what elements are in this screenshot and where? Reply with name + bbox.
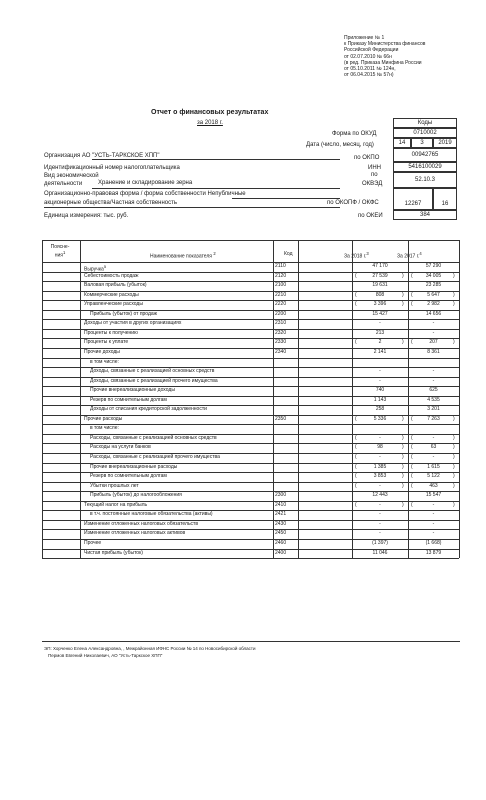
paren-open: (	[411, 501, 413, 508]
row-value-current: -	[379, 320, 381, 327]
row-code: 2200	[275, 310, 287, 317]
paren-close: )	[453, 501, 455, 508]
row-value-previous: -	[432, 377, 435, 384]
table-row-line	[42, 434, 459, 435]
row-name: Управленческие расходы	[84, 301, 143, 308]
paren-close: )	[402, 473, 404, 480]
table-row	[0, 348, 486, 358]
table-row	[0, 510, 486, 520]
row-value-current: 740	[375, 387, 385, 394]
table-column-line	[459, 240, 460, 558]
table-row	[0, 549, 486, 559]
paren-close: )	[402, 482, 404, 489]
row-value-previous: 34 005	[425, 272, 442, 279]
paren-open: (	[355, 272, 357, 279]
org-label: Организация АО "УСТЬ-ТАРКСКОЕ ХПП"	[44, 153, 160, 159]
table-row	[0, 453, 486, 463]
row-value-previous: 4 535	[427, 396, 440, 403]
paren-open: (	[355, 434, 357, 441]
row-value-current: 1 385	[373, 463, 387, 470]
table-row-line	[42, 529, 459, 530]
table-row-line	[42, 300, 459, 301]
paren-open: (	[355, 454, 357, 460]
row-value-previous: 14 656	[425, 310, 442, 317]
paren-close: )	[402, 339, 404, 346]
row-value-previous: 625	[429, 387, 438, 394]
paren-close: )	[402, 415, 404, 422]
row-name: Убытки прошлых лет	[90, 482, 139, 489]
row-name: Расходы, связанные с реализацией прочего имущества	[90, 454, 220, 460]
footer-separator	[42, 641, 460, 642]
paren-open: (	[355, 463, 357, 470]
okved-label: ОКВЭД	[362, 181, 383, 187]
form-okud-label: Форма по ОКУД	[332, 131, 377, 137]
table-row	[0, 367, 486, 377]
activity-label-1: Вид экономической	[44, 173, 99, 179]
table-row	[0, 358, 486, 368]
row-value-current: -	[379, 368, 381, 375]
row-value-previous: 63	[430, 444, 437, 451]
inn-label: ИНН	[368, 165, 381, 171]
paren-close: )	[453, 454, 455, 460]
paren-close: )	[453, 339, 455, 346]
row-name: Прибыль (убыток) до налогообложения	[90, 492, 182, 499]
row-value-previous: 463	[429, 482, 438, 489]
row-code: 2340	[275, 348, 287, 355]
date-year: 2019	[433, 138, 457, 148]
table-row-line	[42, 281, 459, 282]
table-row	[0, 300, 486, 310]
row-value-current: 2 141	[373, 348, 387, 355]
okopf-value: 12267	[393, 188, 433, 210]
row-value-current: 3 396	[373, 301, 387, 308]
row-name: Коммерческие расходы	[84, 291, 139, 298]
row-name: Проценты к получению	[84, 329, 138, 336]
table-row	[0, 291, 486, 301]
row-value-previous: -	[432, 368, 435, 375]
paren-open: (	[411, 301, 413, 308]
table-row-line	[42, 443, 459, 444]
paren-open: (	[355, 291, 357, 298]
row-name: Расходы, связанные с реализацией основных средств	[90, 434, 217, 441]
table-row-line	[42, 367, 459, 368]
table-row-line	[42, 405, 459, 406]
row-name: Текущий налог на прибыль	[84, 501, 148, 508]
row-name: Доходы, связанные с реализацией основных средств	[90, 368, 215, 375]
row-value-current: 98	[377, 444, 383, 451]
row-name: Чистая прибыль (убыток)	[84, 549, 143, 556]
row-name: Выручка$^5$	[84, 264, 107, 273]
table-row	[0, 262, 486, 272]
paren-open: (	[355, 415, 357, 422]
paren-open: (	[355, 482, 357, 489]
table-row	[0, 501, 486, 511]
row-code: 2110	[275, 263, 286, 269]
row-value-previous: -	[432, 530, 435, 537]
row-value-current: 11 046	[372, 549, 388, 556]
header-name: Наименование показателя $^2$	[150, 251, 216, 260]
row-code: 2210	[275, 291, 287, 298]
row-value-previous: 57 290	[425, 263, 442, 269]
report-title: Отчет о финансовых результатах	[151, 109, 269, 116]
paren-close: )	[453, 434, 455, 441]
table-row-line	[42, 549, 459, 550]
table-row	[0, 377, 486, 387]
table-row	[0, 338, 486, 348]
paren-close: )	[402, 301, 404, 308]
table-row	[0, 272, 486, 282]
table-row-line	[42, 501, 459, 502]
activity-underline	[92, 188, 340, 189]
row-value-previous: 5 122	[427, 473, 440, 480]
header-note: Поясне-ния$^1$	[50, 244, 70, 259]
appendix-line: от 06.04.2015 № 57н)	[344, 72, 394, 79]
row-code: 2220	[275, 301, 287, 308]
table-row-line	[42, 377, 459, 378]
row-code: 2320	[275, 329, 287, 336]
row-name: Прибыль (убыток) от продаж	[90, 310, 158, 317]
okei-value: 384	[393, 210, 457, 220]
table-row-line	[42, 491, 459, 492]
row-value-current: 2	[378, 339, 382, 346]
row-code: 2310	[275, 320, 287, 327]
table-row-line	[42, 463, 459, 464]
row-name: Резерв по сомнительным долгам	[90, 473, 167, 480]
row-name: Резерв по сомнительным долгам	[90, 396, 167, 403]
row-name: Расходы на услуги банков	[90, 444, 151, 451]
row-name: Прочие доходы	[84, 348, 120, 355]
table-row-line	[42, 472, 459, 473]
paren-close: )	[402, 272, 404, 279]
table-row-line	[42, 539, 459, 540]
okved-value: 52.10.3	[393, 172, 457, 188]
table-row	[0, 415, 486, 425]
row-name: Изменение отложенных налоговых обязательств	[84, 520, 199, 527]
paren-close: )	[402, 454, 404, 460]
table-row	[0, 310, 486, 320]
table-row-line	[42, 338, 459, 339]
row-value-previous: 23 285	[425, 282, 442, 289]
row-value-current: 1 143	[373, 396, 387, 403]
table-row	[0, 539, 486, 549]
table-row-line	[42, 386, 459, 387]
table-row-line	[42, 329, 459, 330]
table-row-line	[42, 510, 459, 511]
okopf-label: по ОКОПФ / ОКФС	[327, 200, 379, 206]
table-row	[0, 443, 486, 453]
table-row-line	[42, 453, 459, 454]
row-value-previous: 5 647	[427, 291, 440, 298]
row-value-previous: (1 668)	[425, 539, 442, 546]
row-code: 2410	[275, 501, 287, 508]
table-row	[0, 472, 486, 482]
legal-form-line1: Организационно-правовая форма / форма собственности Непубличные	[44, 191, 246, 197]
paren-close: )	[453, 463, 455, 470]
row-value-previous: 2 982	[427, 301, 440, 308]
row-value-current: -	[379, 511, 381, 518]
paren-close: )	[453, 301, 455, 308]
legal-form-underline	[232, 198, 340, 199]
row-value-current: 27 539	[372, 272, 388, 279]
row-name: Себестоимость продаж	[84, 272, 139, 279]
paren-open: (	[411, 434, 413, 441]
appendix-line: к Приказу Министерства финансов	[344, 41, 426, 48]
row-value-previous: -	[432, 320, 435, 327]
row-name: Прочее	[84, 539, 102, 546]
paren-open: (	[411, 272, 413, 279]
row-value-current: -	[379, 501, 381, 508]
row-code: 2460	[275, 539, 287, 546]
header-cur: За 2018 г.$^3$	[344, 251, 369, 260]
paren-close: )	[402, 501, 404, 508]
row-name: в том числе:	[90, 425, 119, 432]
row-name: в т.ч. постоянные налоговые обязательства (активы)	[90, 511, 213, 518]
row-name: Прочие внереализационные доходы	[90, 387, 175, 394]
row-value-previous: 13 879	[425, 549, 442, 556]
unit-label: Единица измерения: тыс. руб.	[44, 213, 129, 219]
table-header-border	[42, 262, 459, 263]
row-name: Проценты к уплате	[84, 339, 129, 346]
row-value-previous: 8 361	[427, 348, 440, 355]
appendix-block	[344, 35, 425, 78]
row-name: в том числе:	[90, 358, 119, 365]
table-top-border	[42, 240, 459, 241]
table-row	[0, 396, 486, 406]
row-value-previous: -	[432, 454, 435, 460]
form-okud-value: 0710002	[393, 128, 457, 138]
activity-label-2: деятельности	[44, 181, 83, 187]
row-value-current: -	[379, 520, 381, 527]
paren-open: (	[411, 339, 413, 346]
table-row	[0, 529, 486, 539]
header-code: Код	[284, 251, 293, 257]
date-label: Дата (число, месяц, год)	[306, 142, 374, 148]
table-row	[0, 463, 486, 473]
row-value-current: (1 397)	[372, 539, 388, 546]
footer-line1: ЭП: Хорченко Елена Александровна, , Межрайонная ИФНС России № 14 по Новосибирской области	[44, 646, 256, 651]
row-code: 2350	[275, 415, 287, 422]
row-value-current: -	[379, 434, 381, 441]
header-prev: За 2017 г.$^4$	[397, 251, 422, 260]
row-value-previous: 7 263	[427, 415, 440, 422]
appendix-line: Российской Федерации	[344, 47, 399, 54]
paren-open: (	[411, 463, 413, 470]
row-name: Доходы от участия в других организациях	[84, 320, 182, 327]
paren-close: )	[453, 444, 455, 451]
appendix-line: от 05.10.2011 № 124н,	[344, 66, 396, 73]
paren-close: )	[453, 473, 455, 480]
row-value-current: -	[379, 454, 381, 460]
row-name: Прочие внереализационные расходы	[90, 463, 178, 470]
paren-open: (	[411, 482, 413, 489]
table-row	[0, 520, 486, 530]
table-row-line	[42, 358, 459, 359]
okpo-value: 00942765	[393, 148, 457, 162]
row-value-current: -	[379, 482, 381, 489]
paren-close: )	[453, 272, 455, 279]
table-row-line	[42, 348, 459, 349]
inn-value: 5416100029	[393, 162, 457, 172]
okei-label: по ОКЕИ	[358, 213, 383, 219]
table-row-line	[42, 272, 459, 273]
paren-open: (	[355, 301, 357, 308]
table-row	[0, 424, 486, 434]
paren-open: (	[355, 501, 357, 508]
report-period: за 2018 г.	[197, 120, 223, 126]
row-name: Валовая прибыль (убыток)	[84, 282, 147, 289]
row-value-previous: -	[432, 501, 435, 508]
row-value-previous: 3 201	[427, 406, 440, 413]
paren-open: (	[355, 339, 357, 346]
codes-header: Коды	[393, 118, 457, 128]
paren-open: (	[355, 444, 357, 451]
table-row	[0, 482, 486, 492]
legal-form-line2: акционерные общества/Частная собственность	[44, 200, 178, 206]
row-code: 2300	[275, 492, 287, 499]
table-row-line	[42, 558, 459, 559]
table-row-line	[42, 482, 459, 483]
footer-line2: Пермов Евгений Николаевич, АО "Усть-Таркское ХПП"	[48, 653, 163, 658]
org-underline	[92, 159, 340, 160]
legal-form-underline-2	[44, 207, 340, 208]
table-row	[0, 405, 486, 415]
appendix-line: (в ред. Приказа Минфина России	[344, 59, 422, 66]
appendix-line: Приложение № 1	[344, 35, 385, 41]
row-name: Прочие расходы	[84, 415, 123, 422]
table-row-line	[42, 310, 459, 311]
row-value-previous: -	[432, 511, 435, 518]
row-name: Доходы, связанные с реализацией прочего имущества	[90, 377, 218, 384]
row-code: 2430	[275, 520, 287, 527]
row-value-current: 213	[375, 329, 385, 336]
org-name: АО "УСТЬ-ТАРКСКОЕ ХПП"	[81, 153, 160, 159]
row-value-previous: 15 547	[425, 492, 442, 499]
paren-open: (	[355, 473, 357, 480]
row-value-previous: 1 615	[427, 463, 440, 470]
row-code: 2330	[275, 339, 287, 346]
paren-open: (	[411, 415, 413, 422]
row-value-current: 3 853	[373, 473, 387, 480]
paren-open: (	[411, 444, 413, 451]
paren-close: )	[453, 482, 455, 489]
table-row-line	[42, 319, 459, 320]
row-value-current: 12 443	[372, 492, 388, 499]
row-value-current: -	[379, 377, 381, 384]
paren-close: )	[402, 463, 404, 470]
row-code: 2421	[275, 511, 287, 518]
row-value-current: 258	[375, 406, 385, 413]
row-value-previous: 207	[429, 339, 438, 346]
row-code: 2120	[275, 272, 287, 279]
table-row	[0, 386, 486, 396]
date-day: 14	[393, 138, 411, 148]
row-value-previous: -	[432, 520, 435, 527]
table-row-line	[42, 520, 459, 521]
okfs-value: 16	[433, 188, 457, 210]
table-row-line	[42, 396, 459, 397]
row-value-current: 808	[375, 291, 385, 298]
row-value-previous: -	[432, 434, 435, 441]
inn-label-left: Идентификационный номер налогоплательщика	[44, 165, 180, 171]
paren-open: (	[411, 454, 413, 460]
row-value-previous: -	[432, 329, 435, 336]
date-month: 3	[411, 138, 433, 148]
table-row	[0, 281, 486, 291]
appendix-line: от 02.07.2010 № 66н	[344, 53, 392, 60]
table-row-line	[42, 415, 459, 416]
row-value-current: 15 427	[372, 310, 388, 317]
paren-close: )	[402, 291, 404, 298]
table-row	[0, 329, 486, 339]
paren-close: )	[402, 434, 404, 441]
row-value-current: 19 631	[372, 282, 388, 289]
paren-close: )	[402, 444, 404, 451]
row-name: Изменение отложенных налоговых активов	[84, 530, 186, 537]
paren-close: )	[453, 415, 455, 422]
table-row	[0, 491, 486, 501]
row-code: 2100	[275, 282, 287, 289]
paren-open: (	[411, 473, 413, 480]
row-value-current: -	[379, 530, 381, 537]
table-row-line	[42, 424, 459, 425]
row-code: 2400	[275, 549, 287, 556]
row-name: Доходы от списания кредиторской задолженности	[90, 406, 207, 413]
row-code: 2450	[275, 530, 287, 537]
paren-open: (	[411, 291, 413, 298]
row-value-current: 5 336	[373, 415, 387, 422]
row-value-current: 47 170	[372, 263, 388, 269]
table-row	[0, 319, 486, 329]
table-row	[0, 434, 486, 444]
okpo-label: по ОКПО	[354, 155, 380, 161]
table-row-line	[42, 291, 459, 292]
activity-value: Хранение и складирование зерна	[98, 180, 193, 186]
paren-close: )	[453, 291, 455, 298]
okved-label-top: по	[371, 172, 378, 178]
